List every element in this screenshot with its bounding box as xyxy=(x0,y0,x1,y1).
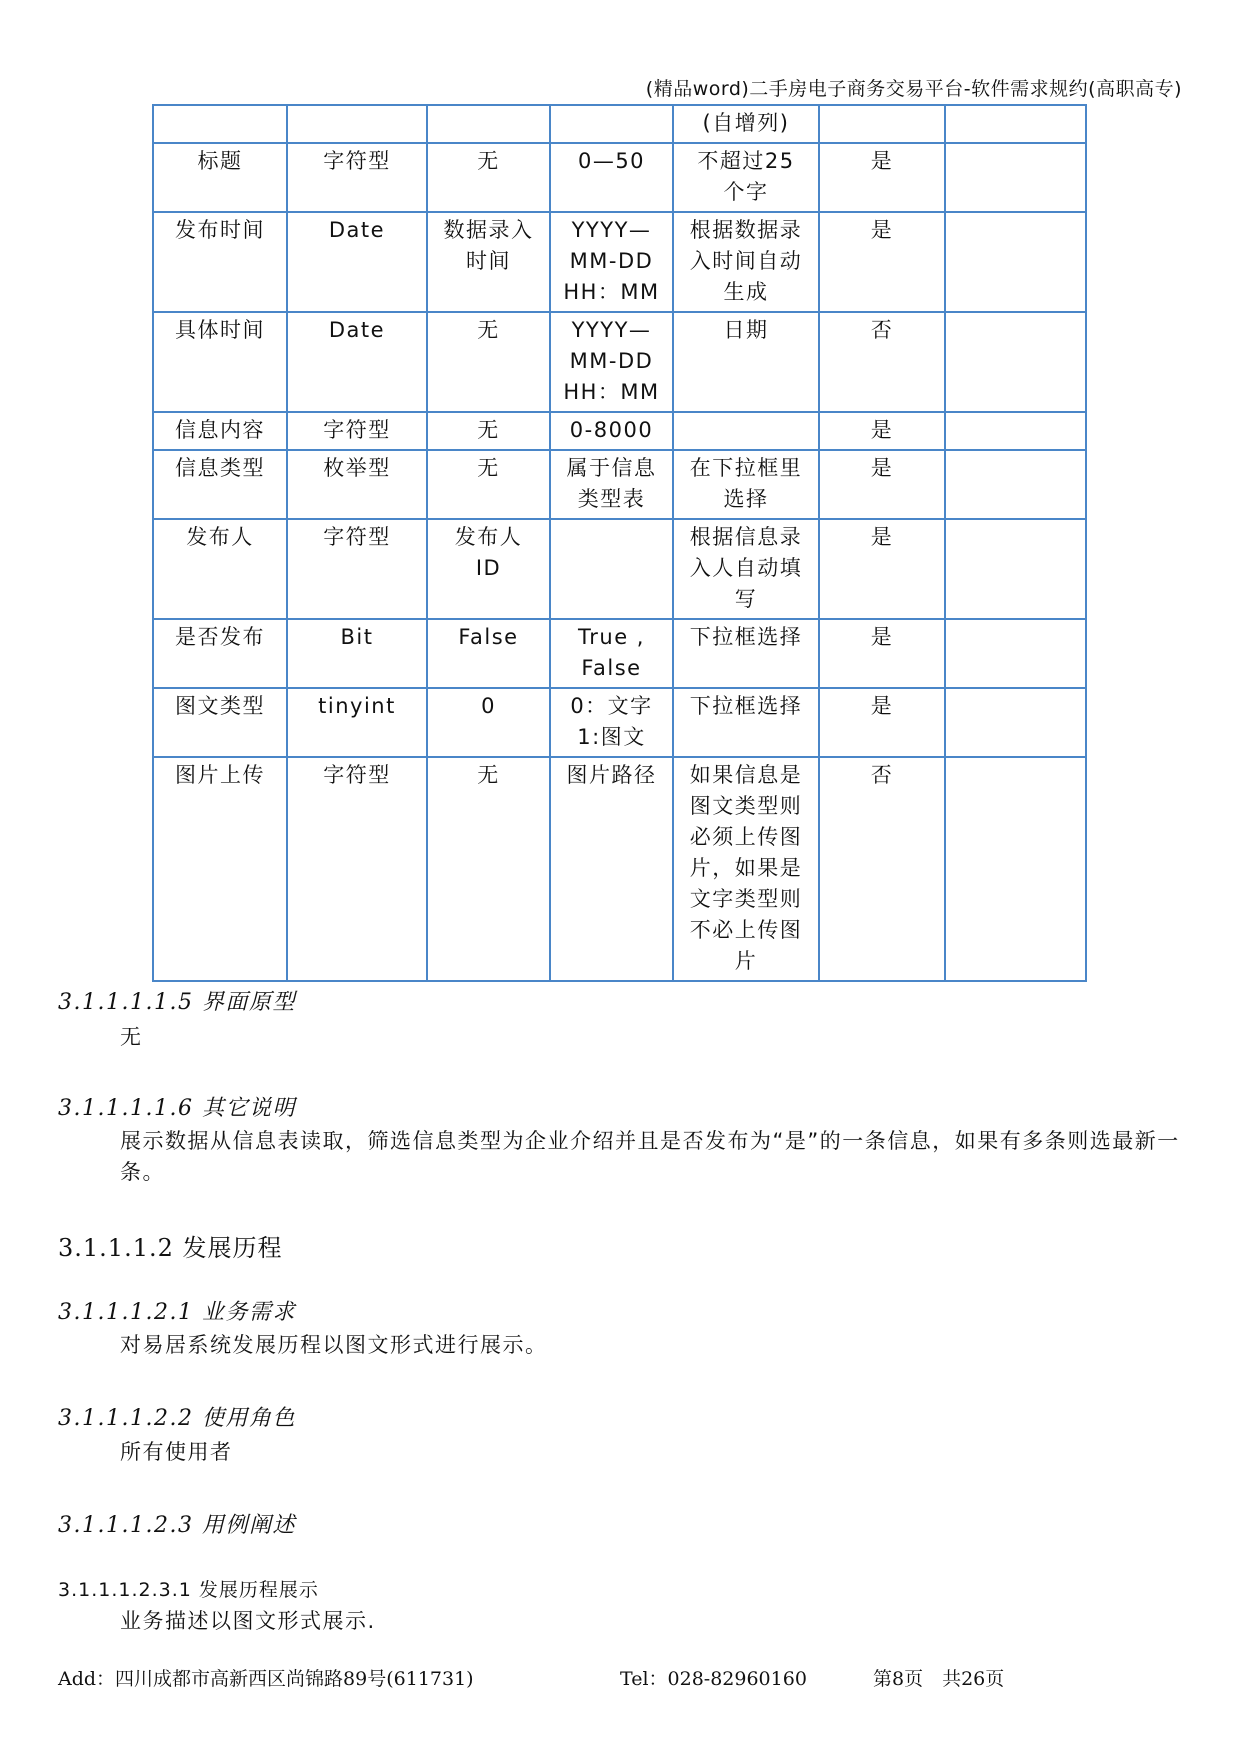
table-cell: 字符型 xyxy=(287,143,427,212)
table-row xyxy=(153,519,1086,619)
table-cell: 否 xyxy=(819,757,945,981)
table-cell: 是 xyxy=(819,519,945,619)
table-cell: 图片上传 xyxy=(153,757,287,981)
table-cell: 发布人 xyxy=(153,519,287,619)
table-cell: 属于信息 类型表 xyxy=(550,450,673,519)
table-cell: 字符型 xyxy=(287,412,427,450)
table-cell xyxy=(945,212,1086,312)
table-row xyxy=(153,412,1086,450)
table-cell: True , False xyxy=(550,619,673,688)
table-cell: 是否发布 xyxy=(153,619,287,688)
table-cell: 是 xyxy=(819,412,945,450)
table-cell: 0-8000 xyxy=(550,412,673,450)
table-cell: 是 xyxy=(819,450,945,519)
table-cell: 数据录入 时间 xyxy=(427,212,550,312)
table-row xyxy=(153,619,1086,688)
section-text-roles: 所有使用者 xyxy=(120,1440,233,1464)
table-cell xyxy=(945,519,1086,619)
table-cell: 发布人 ID xyxy=(427,519,550,619)
table-cell: YYYY— MM-DD HH：MM xyxy=(550,312,673,412)
table-cell: 字符型 xyxy=(287,519,427,619)
table-cell: 下拉框选择 xyxy=(673,619,819,688)
table-cell: YYYY— MM-DD HH：MM xyxy=(550,212,673,312)
table-cell: 不超过25 个字 xyxy=(673,143,819,212)
table-cell: 日期 xyxy=(673,312,819,412)
table-cell: 具体时间 xyxy=(153,312,287,412)
table-cell: 无 xyxy=(427,143,550,212)
table-cell xyxy=(427,105,550,143)
footer-page-number: 第8页 共26页 xyxy=(873,1668,1005,1690)
table-cell: 信息内容 xyxy=(153,412,287,450)
table-cell: 根据信息录 入人自动填 写 xyxy=(673,519,819,619)
table-cell: 是 xyxy=(819,212,945,312)
table-cell: 枚举型 xyxy=(287,450,427,519)
section-text-history-display: 业务描述以图文形式展示. xyxy=(120,1609,376,1633)
section-text-ui-prototype: 无 xyxy=(120,1025,143,1049)
table-cell: (自增列) xyxy=(673,105,819,143)
table-cell: 图片路径 xyxy=(550,757,673,981)
table-row xyxy=(153,212,1086,312)
table-cell xyxy=(945,143,1086,212)
table-cell: 信息类型 xyxy=(153,450,287,519)
section-heading-history-display: 3.1.1.1.2.3.1 发展历程展示 xyxy=(58,1579,319,1601)
table-cell: 无 xyxy=(427,757,550,981)
section-text-other-notes: 展示数据从信息表读取，筛选信息类型为企业介绍并且是否发布为“是”的一条信息，如果有多条则选最新一条。 xyxy=(120,1129,1180,1184)
table-cell: 根据数据录 入时间自动 生成 xyxy=(673,212,819,312)
table-cell: 0 xyxy=(427,688,550,757)
footer-address: Add：四川成都市高新西区尚锦路89号(611731) xyxy=(58,1668,474,1690)
table-cell: 字符型 xyxy=(287,757,427,981)
table-cell xyxy=(153,105,287,143)
table-cell xyxy=(287,105,427,143)
section-heading-ui-prototype: 3.1.1.1.1.5 界面原型 xyxy=(58,990,296,1015)
table-cell xyxy=(945,105,1086,143)
table-row xyxy=(153,105,1086,143)
table-cell: Date xyxy=(287,212,427,312)
page-header: (精品word)二手房电子商务交易平台-软件需求规约(高职高专) xyxy=(645,78,1182,100)
table-cell: 在下拉框里 选择 xyxy=(673,450,819,519)
table-cell: 无 xyxy=(427,312,550,412)
table-cell xyxy=(945,450,1086,519)
table-cell: 发布时间 xyxy=(153,212,287,312)
section-heading-business-requirements: 3.1.1.1.2.1 业务需求 xyxy=(58,1300,296,1325)
table-cell: False xyxy=(427,619,550,688)
table-cell xyxy=(945,412,1086,450)
table-cell: Bit xyxy=(287,619,427,688)
table-cell: 无 xyxy=(427,412,550,450)
table-cell: 无 xyxy=(427,450,550,519)
table-cell: 图文类型 xyxy=(153,688,287,757)
table-cell: 下拉框选择 xyxy=(673,688,819,757)
table-cell xyxy=(945,688,1086,757)
table-cell: 是 xyxy=(819,619,945,688)
table-row xyxy=(153,757,1086,981)
section-heading-roles: 3.1.1.1.2.2 使用角色 xyxy=(58,1406,296,1431)
table-cell: 0：文字 1:图文 xyxy=(550,688,673,757)
table-cell: 0—50 xyxy=(550,143,673,212)
table-row xyxy=(153,312,1086,412)
table-cell xyxy=(673,412,819,450)
table-cell: 如果信息是 图文类型则 必须上传图 片，如果是 文字类型则 不必上传图 片 xyxy=(673,757,819,981)
table-row xyxy=(153,450,1086,519)
section-heading-other-notes: 3.1.1.1.1.6 其它说明 xyxy=(58,1096,296,1121)
field-definition-table xyxy=(152,104,1087,982)
section-text-business-requirements: 对易居系统发展历程以图文形式进行展示。 xyxy=(120,1333,548,1357)
table-cell xyxy=(945,619,1086,688)
table-row xyxy=(153,143,1086,212)
section-heading-development-history: 3.1.1.1.2 发展历程 xyxy=(58,1234,283,1262)
section-heading-use-cases: 3.1.1.1.2.3 用例阐述 xyxy=(58,1513,296,1538)
table-cell xyxy=(819,105,945,143)
table-cell: 标题 xyxy=(153,143,287,212)
table-row xyxy=(153,688,1086,757)
table-cell: Date xyxy=(287,312,427,412)
table-cell: 是 xyxy=(819,143,945,212)
table-cell: 是 xyxy=(819,688,945,757)
table-cell: tinyint xyxy=(287,688,427,757)
table-cell xyxy=(550,519,673,619)
table-cell xyxy=(945,312,1086,412)
footer-tel: Tel：028-82960160 xyxy=(620,1668,807,1690)
table-cell xyxy=(945,757,1086,981)
table-cell xyxy=(550,105,673,143)
table-cell: 否 xyxy=(819,312,945,412)
